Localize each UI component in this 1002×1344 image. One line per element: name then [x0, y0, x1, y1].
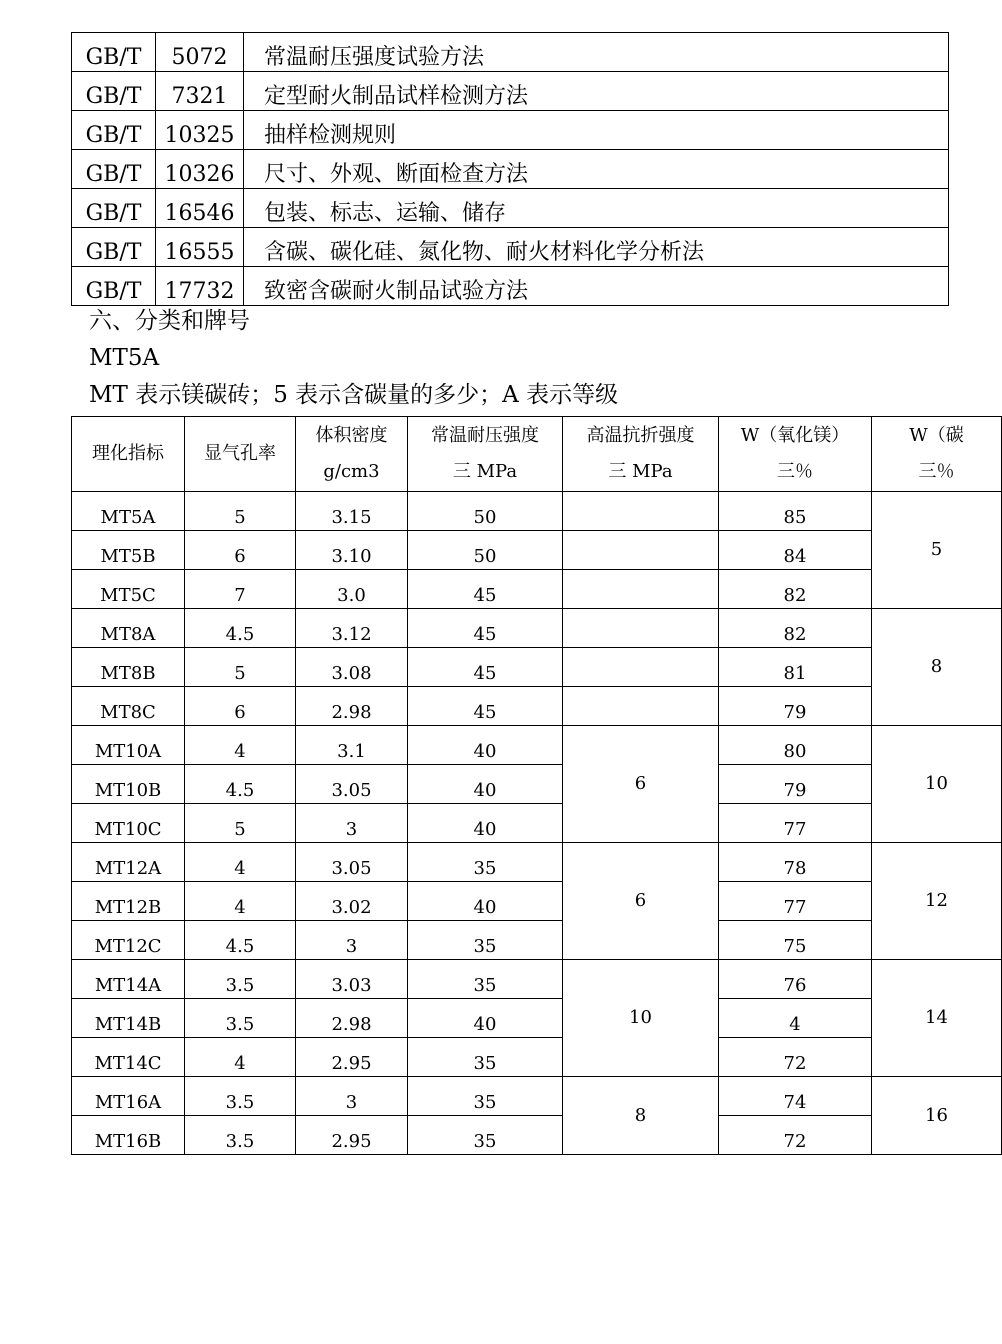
porosity-cell: 5: [185, 648, 296, 687]
density-cell: 3.02: [296, 882, 408, 921]
standards-table: [71, 32, 949, 306]
grade-cell: MT14A: [72, 960, 185, 999]
hot-mor-cell: [563, 492, 719, 531]
header-cell: [408, 417, 563, 492]
properties-row: [72, 726, 1002, 765]
standard-prefix: GB/T: [72, 111, 156, 150]
grade-cell: MT16A: [72, 1077, 185, 1116]
porosity-cell: 4.5: [185, 609, 296, 648]
standard-row: [72, 150, 949, 189]
grade-cell: MT10A: [72, 726, 185, 765]
header-line1: 理化指标: [92, 443, 164, 464]
mgo-cell: 79: [719, 765, 872, 804]
properties-table-body: [72, 417, 1002, 1155]
header-line1: 常温耐压强度: [431, 425, 539, 446]
density-cell: 3.0: [296, 570, 408, 609]
header-cell: [185, 417, 296, 492]
standard-number: 17732: [156, 267, 244, 306]
cold-crushing-cell: 45: [408, 648, 563, 687]
standard-title: 含碳、碳化硅、氮化物、耐火材料化学分析法: [244, 228, 949, 267]
density-cell: 3.03: [296, 960, 408, 999]
density-cell: 3: [296, 804, 408, 843]
standard-title: 抽样检测规则: [244, 111, 949, 150]
porosity-cell: 4: [185, 843, 296, 882]
porosity-cell: 3.5: [185, 1116, 296, 1155]
standard-title: 定型耐火制品试样检测方法: [244, 72, 949, 111]
grade-cell: MT8A: [72, 609, 185, 648]
standard-number: 7321: [156, 72, 244, 111]
properties-row: [72, 921, 1002, 960]
standard-number: 16555: [156, 228, 244, 267]
cold-crushing-cell: 40: [408, 765, 563, 804]
header-line1: W（氧化镁）: [740, 425, 850, 446]
standard-prefix: GB/T: [72, 267, 156, 306]
cold-crushing-cell: 50: [408, 492, 563, 531]
hot-mor-cell: 8: [563, 1077, 719, 1155]
density-cell: 3.15: [296, 492, 408, 531]
properties-row: [72, 1038, 1002, 1077]
mgo-cell: 84: [719, 531, 872, 570]
hot-mor-cell: 6: [563, 843, 719, 960]
mgo-cell: 76: [719, 960, 872, 999]
standard-prefix: GB/T: [72, 33, 156, 72]
header-line2: 三 MPa: [452, 461, 518, 482]
properties-row: [72, 609, 1002, 648]
standard-number: 5072: [156, 33, 244, 72]
standard-row: [72, 33, 949, 72]
grade-example: MT5A: [89, 345, 160, 371]
mgo-cell: 78: [719, 843, 872, 882]
cold-crushing-cell: 35: [408, 1077, 563, 1116]
standard-title: 包装、标志、运输、储存: [244, 189, 949, 228]
standard-prefix: GB/T: [72, 150, 156, 189]
mgo-cell: 82: [719, 609, 872, 648]
standard-title: 致密含碳耐火制品试验方法: [244, 267, 949, 306]
standard-row: [72, 228, 949, 267]
cold-crushing-cell: 40: [408, 726, 563, 765]
grade-cell: MT12B: [72, 882, 185, 921]
properties-row: [72, 804, 1002, 843]
hot-mor-cell: 10: [563, 960, 719, 1077]
mgo-cell: 77: [719, 882, 872, 921]
cold-crushing-cell: 35: [408, 921, 563, 960]
grade-cell: MT8C: [72, 687, 185, 726]
porosity-cell: 7: [185, 570, 296, 609]
grade-cell: MT12C: [72, 921, 185, 960]
standard-number: 10325: [156, 111, 244, 150]
cold-crushing-cell: 40: [408, 882, 563, 921]
mgo-cell: 75: [719, 921, 872, 960]
header-cell: [296, 417, 408, 492]
mgo-cell: 72: [719, 1038, 872, 1077]
grade-cell: MT5B: [72, 531, 185, 570]
hot-mor-cell: 6: [563, 726, 719, 843]
cold-crushing-cell: 35: [408, 1038, 563, 1077]
grade-cell: MT16B: [72, 1116, 185, 1155]
standard-prefix: GB/T: [72, 228, 156, 267]
properties-header-row: [72, 417, 1002, 492]
cold-crushing-cell: 40: [408, 999, 563, 1038]
porosity-cell: 4.5: [185, 921, 296, 960]
standard-number: 10326: [156, 150, 244, 189]
properties-row: [72, 765, 1002, 804]
properties-row: [72, 648, 1002, 687]
cold-crushing-cell: 35: [408, 843, 563, 882]
density-cell: 3.12: [296, 609, 408, 648]
header-cell: [719, 417, 872, 492]
header-cell: [563, 417, 719, 492]
mgo-cell: 85: [719, 492, 872, 531]
standards-table-body: [72, 33, 949, 306]
hot-mor-cell: [563, 531, 719, 570]
cold-crushing-cell: 45: [408, 609, 563, 648]
density-cell: 2.98: [296, 999, 408, 1038]
porosity-cell: 4: [185, 1038, 296, 1077]
porosity-cell: 6: [185, 531, 296, 570]
porosity-cell: 3.5: [185, 999, 296, 1038]
density-cell: 2.98: [296, 687, 408, 726]
header-cell: [872, 417, 1002, 492]
hot-mor-cell: [563, 648, 719, 687]
mgo-cell: 81: [719, 648, 872, 687]
header-line1: 体积密度: [315, 425, 388, 446]
porosity-cell: 5: [185, 492, 296, 531]
standard-row: [72, 267, 949, 306]
mgo-cell: 4: [719, 999, 872, 1038]
header-line2: g/cm3: [323, 461, 380, 482]
cold-crushing-cell: 45: [408, 687, 563, 726]
section-title: 六、分类和牌号: [89, 308, 250, 334]
grade-cell: MT14C: [72, 1038, 185, 1077]
header-line2: 三％: [918, 461, 955, 482]
properties-row: [72, 1116, 1002, 1155]
porosity-cell: 4.5: [185, 765, 296, 804]
grade-cell: MT14B: [72, 999, 185, 1038]
header-line1: 显气孔率: [204, 443, 276, 464]
cold-crushing-cell: 35: [408, 1116, 563, 1155]
density-cell: 3: [296, 921, 408, 960]
carbon-cell: 12: [872, 843, 1002, 960]
carbon-cell: 8: [872, 609, 1002, 726]
mgo-cell: 80: [719, 726, 872, 765]
standard-row: [72, 189, 949, 228]
porosity-cell: 6: [185, 687, 296, 726]
properties-row: [72, 531, 1002, 570]
standard-title: 常温耐压强度试验方法: [244, 33, 949, 72]
hot-mor-cell: [563, 570, 719, 609]
header-line1: W（碳: [909, 425, 964, 446]
header-line1: 高温抗折强度: [586, 425, 695, 446]
mgo-cell: 74: [719, 1077, 872, 1116]
mgo-cell: 77: [719, 804, 872, 843]
standard-prefix: GB/T: [72, 72, 156, 111]
cold-crushing-cell: 45: [408, 570, 563, 609]
standard-prefix: GB/T: [72, 189, 156, 228]
grade-explanation: MT 表示镁碳砖；5 表示含碳量的多少；A 表示等级: [89, 382, 619, 408]
porosity-cell: 4: [185, 882, 296, 921]
cold-crushing-cell: 40: [408, 804, 563, 843]
properties-table: [71, 416, 1002, 1155]
cold-crushing-cell: 50: [408, 531, 563, 570]
properties-row: [72, 1077, 1002, 1116]
density-cell: 2.95: [296, 1116, 408, 1155]
properties-row: [72, 960, 1002, 999]
density-cell: 2.95: [296, 1038, 408, 1077]
hot-mor-cell: [563, 609, 719, 648]
header-line2: 三％: [777, 461, 813, 482]
mgo-cell: 72: [719, 1116, 872, 1155]
porosity-cell: 3.5: [185, 960, 296, 999]
properties-row: [72, 492, 1002, 531]
properties-row: [72, 687, 1002, 726]
porosity-cell: 3.5: [185, 1077, 296, 1116]
standard-row: [72, 111, 949, 150]
grade-cell: MT10C: [72, 804, 185, 843]
properties-row: [72, 882, 1002, 921]
mgo-cell: 79: [719, 687, 872, 726]
hot-mor-cell: [563, 687, 719, 726]
porosity-cell: 4: [185, 726, 296, 765]
density-cell: 3.05: [296, 843, 408, 882]
grade-cell: MT8B: [72, 648, 185, 687]
carbon-cell: 5: [872, 492, 1002, 609]
standard-row: [72, 72, 949, 111]
standard-title: 尺寸、外观、断面检查方法: [244, 150, 949, 189]
properties-row: [72, 570, 1002, 609]
cold-crushing-cell: 35: [408, 960, 563, 999]
density-cell: 3: [296, 1077, 408, 1116]
carbon-cell: 10: [872, 726, 1002, 843]
standard-number: 16546: [156, 189, 244, 228]
grade-cell: MT5C: [72, 570, 185, 609]
density-cell: 3.1: [296, 726, 408, 765]
header-cell: [72, 417, 185, 492]
grade-cell: MT12A: [72, 843, 185, 882]
porosity-cell: 5: [185, 804, 296, 843]
carbon-cell: 16: [872, 1077, 1002, 1155]
properties-row: [72, 843, 1002, 882]
properties-row: [72, 999, 1002, 1038]
header-line2: 三 MPa: [608, 461, 673, 482]
grade-cell: MT5A: [72, 492, 185, 531]
mgo-cell: 82: [719, 570, 872, 609]
grade-cell: MT10B: [72, 765, 185, 804]
density-cell: 3.08: [296, 648, 408, 687]
carbon-cell: 14: [872, 960, 1002, 1077]
properties-table-container: [71, 416, 964, 1156]
density-cell: 3.10: [296, 531, 408, 570]
density-cell: 3.05: [296, 765, 408, 804]
